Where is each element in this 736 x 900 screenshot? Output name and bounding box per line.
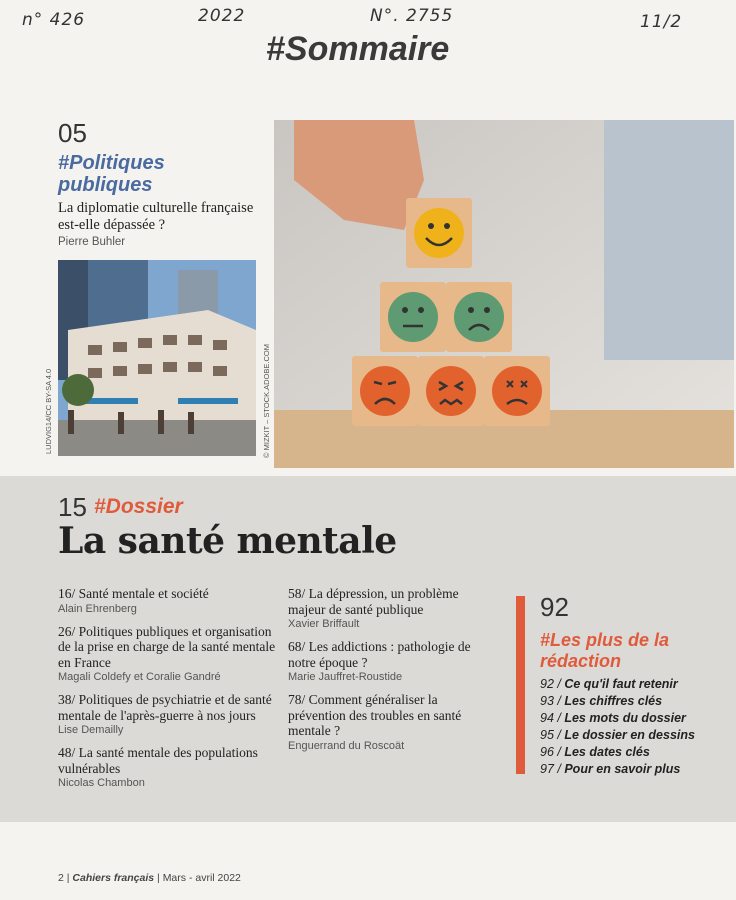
plus-item[interactable]	[540, 693, 730, 710]
handwritten-reference: N°. 2755	[370, 6, 454, 26]
article-title: 68/ Les addictions : pathologie de notre époque ?	[288, 639, 471, 670]
dossier-title: La santé mentale	[58, 520, 397, 562]
article-title: 16/ Santé mentale et société	[58, 586, 209, 601]
article-entry[interactable]	[288, 586, 498, 631]
page-title: #Sommaire	[266, 30, 450, 68]
plus-item-title: Ce qu'il faut retenir	[564, 677, 678, 691]
plus-item[interactable]	[540, 727, 730, 744]
article-author: Enguerrand du Roscoät	[288, 739, 405, 752]
article-entry[interactable]	[58, 745, 278, 790]
article-entry[interactable]	[58, 692, 278, 737]
plus-item-title: Le dossier en dessins	[564, 728, 695, 742]
plus-kicker: #Les plus de la rédaction	[540, 630, 670, 671]
article-title: 26/ Politiques publiques et organisation de la prise en charge de la santé mentale en France	[58, 623, 276, 670]
plus-item[interactable]	[540, 710, 730, 727]
plus-accent-bar	[516, 596, 525, 774]
plus-item-title: Pour en savoir plus	[564, 762, 681, 776]
plus-item-page: 92 /	[540, 677, 561, 691]
article-entry[interactable]	[58, 586, 278, 616]
article-entry[interactable]	[288, 692, 498, 753]
city-building-photo	[58, 260, 256, 456]
dossier-column-2	[288, 586, 498, 761]
plus-item[interactable]	[540, 744, 730, 761]
plus-item-page: 93 /	[540, 694, 561, 708]
article-entry[interactable]	[288, 639, 498, 684]
plus-item-page: 97 /	[540, 762, 561, 776]
plus-list	[540, 676, 730, 778]
handwritten-year: 2022	[198, 6, 246, 26]
plus-item-page: 95 /	[540, 728, 561, 742]
article-title: 38/ Politiques de psychiatrie et de santé mentale de l'après-guerre à nos jours	[58, 692, 272, 723]
plus-item[interactable]	[540, 676, 730, 693]
plus-item-title: Les chiffres clés	[564, 694, 663, 708]
article-author: Nicolas Chambon	[58, 777, 145, 789]
article-title: 78/ Comment généraliser la prévention des troubles en santé mentale ?	[288, 692, 462, 738]
plus-item-page: 96 /	[540, 745, 561, 759]
dossier-kicker: #Dossier	[94, 495, 183, 518]
section-kicker: #Politiques publiques	[58, 152, 165, 196]
article-author: Magali Coldefy et Coralie Gandré	[58, 671, 221, 683]
section-author: Pierre Buhler	[58, 236, 126, 248]
section-headline: La diplomatie culturelle française est-elle dépassée ?	[58, 200, 254, 233]
handwritten-issue-number: n° 426	[22, 10, 86, 30]
dossier-page-number: 15	[58, 492, 87, 522]
handwritten-date: 11/2	[640, 12, 683, 32]
dossier-column-1	[58, 586, 278, 798]
footer-magazine: Cahiers français	[72, 872, 155, 884]
section-page-number: 05	[58, 118, 87, 148]
article-author: Marie Jauffret-Roustide	[288, 671, 403, 683]
footer-date: Mars - avril 2022	[162, 872, 241, 884]
photo-credit: © MIZKIT – STOCK.ADOBE.COM	[262, 343, 271, 458]
plus-item-title: Les dates clés	[564, 745, 650, 759]
plus-page-number: 92	[540, 592, 569, 622]
photo-credit: LUDVIG14/CC BY-SA 4.0	[44, 368, 53, 454]
plus-item-title: Les mots du dossier	[564, 711, 686, 725]
article-author: Lise Demailly	[58, 724, 124, 736]
plus-item-page: 94 /	[540, 711, 561, 725]
page-footer: 2 | Cahiers français | Mars - avril 2022	[58, 872, 241, 884]
article-author: Alain Ehrenberg	[58, 602, 137, 615]
footer-page-number: 2	[58, 872, 64, 884]
plus-item[interactable]	[540, 761, 730, 778]
article-title: 48/ La santé mentale des populations vulnérables	[58, 745, 258, 776]
article-entry[interactable]	[58, 624, 278, 685]
emotion-blocks-photo	[274, 120, 734, 468]
article-author: Xavier Briffault	[288, 618, 360, 630]
article-title: 58/ La dépression, un problème majeur de santé publique	[288, 586, 459, 617]
